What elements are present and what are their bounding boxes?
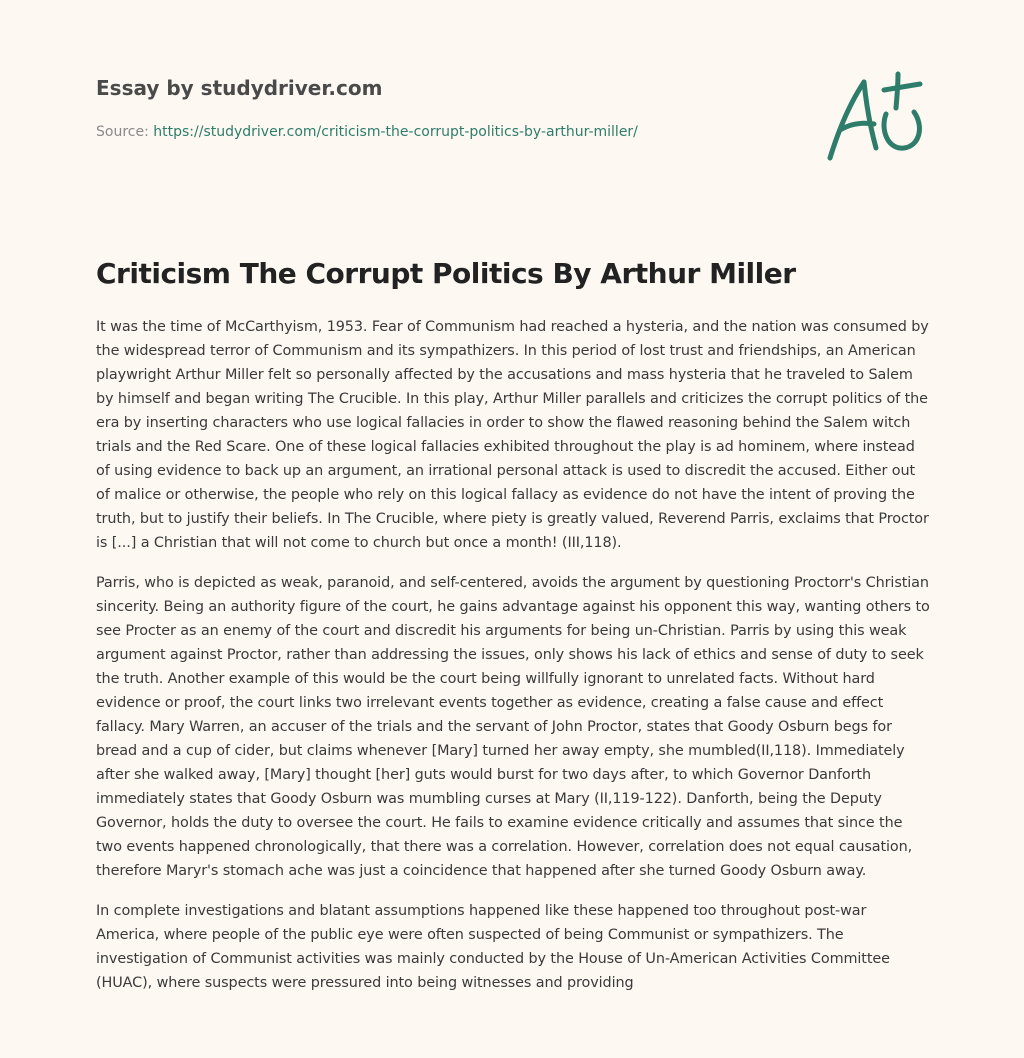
brand-title: Essay by studydriver.com — [96, 76, 383, 100]
essay-paragraph: Parris, who is depicted as weak, paranoid, and self-centered, avoids the argument by questioning Proctorr's Christian sincerity. Being an authority figure of the court, he gains advantage against his opponent this way, wanting others to see Procter as an enemy of the court and discredit his arguments for being un-Christian. Parris by using this weak argument against Proctor, rather than addressing the issues, only shows his lack of ethics and sense of duty to seek the truth. Another example of this would be the court being willfully ignorant to unrelated facts. Without hard evidence or proof, the court links two irrelevant events together as evidence, creating a false cause and effect fallacy. Mary Warren, an accuser of the trials and the servant of John Proctor, states that Goody Osburn begs for bread and a cup of cider, but claims whenever [Mary] turned her away empty, she mumbled(II,118). Immediately after she walked away, [Mary] thought [her] guts would burst for two days after, to which Governor Danforth immediately states that Goody Osburn was mumbling curses at Mary (II,119-122). Danforth, being the Deputy Governor, holds the duty to oversee the court. He fails to examine evidence critically and assumes that since the two events happened chronologically, that there was a correlation. However, correlation does not equal causation, therefore Maryr's stomach ache was just a coincidence that happened after she turned Goody Osburn away. — [96, 575, 930, 879]
source-link[interactable]: https://studydriver.com/criticism-the-corrupt-politics-by-arthur-miller/ — [153, 124, 638, 140]
essay-body — [96, 315, 930, 1011]
essay-paragraph: It was the time of McCarthyism, 1953. Fear of Communism had reached a hysteria, and the nation was consumed by the widespread terror of Communism and its sympathizers. In this period of lost trust and friendships, an American playwright Arthur Miller felt so personally affected by the accusations and mass hysteria that he traveled to Salem by himself and began writing The Crucible. In this play, Arthur Miller parallels and criticizes the corrupt politics of the era by inserting characters who use logical fallacies in order to show the flawed reasoning behind the Salem witch trials and the Red Scare. One of these logical fallacies exhibited throughout the play is ad hominem, where instead of using evidence to back up an argument, an irrational personal attack is used to discredit the accused. Either out of malice or otherwise, the people who rely on this logical fallacy as evidence do not have the intent of proving the truth, but to justify their beliefs. In The Crucible, where piety is greatly valued, Reverend Parris, exclaims that Proctor is [...] a Christian that will not come to church but once a month! (III,118). — [96, 319, 929, 551]
essay-title: Criticism The Corrupt Politics By Arthur Miller — [96, 257, 796, 290]
source-label: Source: — [96, 124, 149, 140]
essay-paragraph: In complete investigations and blatant assumptions happened like these happened too throughout post-war America, where people of the public eye were often suspected of being Communist or sympathizers. The investigation of Communist activities was mainly conducted by the House of Un-American Activities Committee (HUAC), where suspects were pressured into being witnesses and providing — [96, 903, 890, 991]
a-plus-logo-icon — [824, 70, 928, 162]
source-line — [96, 124, 638, 140]
